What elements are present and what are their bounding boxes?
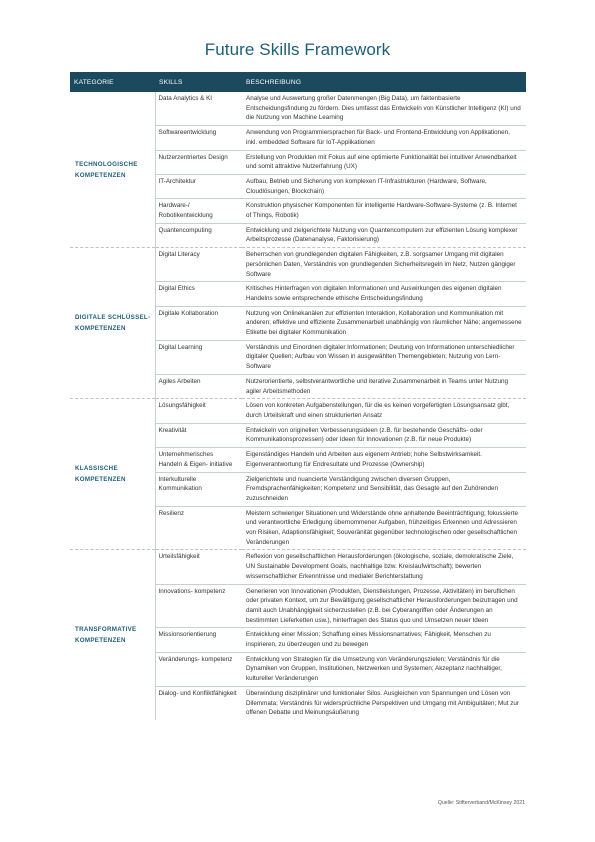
skill-cell: Digital Learning: [155, 340, 242, 374]
description-cell: Eigenständiges Handeln und Arbeiten aus eigenem Antrieb; hohe Selbstwirksamkeit. Eigenverantwortung für Endresultate und Prozesse (Ownership): [242, 448, 526, 472]
skill-cell: Dialog- und Konfliktfähigkeit: [155, 686, 242, 720]
skills-table: [70, 72, 526, 720]
description-cell: Zielgerichtete und nuancierte Verständigung zwischen diversen Gruppen, Fremdsprachenfähigkeiten; Kompetenz und Sensibilität, das Gesagte auf den Zuhörenden zuzuschneiden: [242, 472, 526, 506]
description-cell: Erstellung von Produkten mit Fokus auf eine optimierte Funktionalität bei intuitiver Anwendbarkeit und somit attraktive Nutzerfahrung (UX): [242, 150, 526, 174]
description-cell: Entwickeln von originellen Verbesserungsideen (z.B. für bestehende Geschäfts- oder Kommunikationsprozessen) oder Ideen für Innovationen (z.B. für neue Produkte): [242, 423, 526, 447]
description-cell: Entwicklung und zielgerichtete Nutzung von Quantencomputern zur effizienten Lösung komplexer Arbeitsprozesse (Datenanalyse, Faktorisierung): [246, 226, 518, 244]
skills-table-container: [70, 72, 526, 720]
description-cell: Nutzerorientierte, selbstverantwortliche und iterative Zusammenarbeit in Teams unter Nutzung agiler Arbeitsmethoden: [246, 377, 509, 395]
description-cell: Überwindung disziplinärer und funktionaler Silos. Ausgleichen von Spannungen und Lösen von Dilemmata; Verständnis für widersprüchliche Perspektiven und Umgang mit Ambiguitäten; Mut zur offenen Debatte und Meinungsäußerung: [246, 689, 519, 717]
skill-cell: Veränderungs- kompetenz: [155, 652, 242, 686]
description-cell: Entwicklung einer Mission; Schaffung eines Missionsnarratives; Fähigkeit, Menschen zu inspirieren, zu überzeugen und zu bewegen: [242, 628, 526, 652]
description-cell: Analyse und Auswertung großer Datenmengen (Big Data), um faktenbasierte Entscheidungsfindung zu fördern. Dies umfasst das Entwickeln von Künstlicher Intelligenz (KI) und die Nutzung von Machine Learning: [242, 92, 526, 126]
category-cell: DIGITALE SCHLÜSSEL- KOMPETENZEN: [75, 314, 151, 333]
skill-cell: Digital Literacy: [155, 248, 242, 282]
skill-cell: Missionsorientierung: [155, 628, 242, 652]
table-row: [70, 248, 526, 282]
table-row: [70, 399, 526, 423]
category-cell: KLASSISCHE KOMPETENZEN: [75, 465, 126, 484]
skill-cell: Kreativität: [155, 423, 242, 447]
skill-cell: Urteilsfähigkeit: [155, 550, 242, 584]
description-cell: Kritisches Hinterfragen von digitalen Informationen und Auswirkungen des eigenen digitalen Handelns sowie entsprechende ethische Entscheidungsfindung: [242, 282, 526, 306]
description-cell: Verständnis und Einordnen digitaler Informationen; Deutung von Informationen unterschiedlicher digitaler Quellen; Aufbau von Wissen in ausgewählten Themengebieten; Nutzung von Lern-Software: [242, 340, 526, 374]
table-body: [70, 92, 526, 720]
header-skills: SKILLS: [155, 72, 242, 92]
skill-cell: Unternehmerisches Handeln & Eigen- initiative: [155, 448, 242, 472]
skill-cell: Resilienz: [155, 506, 242, 550]
skill-cell: Interkulturelle Kommunikation: [155, 472, 242, 506]
description-cell: Entwicklung von Strategien für die Umsetzung von Veränderungszielen; Verständnis für die Dynamiken von Gruppen, Institutionen, Netzwerken und Systemen; Akzeptanz nachhaltiger, kultureller Veränderungen: [242, 652, 526, 686]
skill-cell: Lösungsfähigkeit: [155, 399, 242, 423]
skill-cell: Hardware-/ Robotikentwicklung: [155, 199, 242, 223]
description-cell: Beherrschen von grundlegenden digitalen Fähigkeiten, z.B. sorgsamer Umgang mit digitalen persönlichen Daten, Verständnis von grundlegenden Sicherheitsregeln im Netz, Nutzen gängiger Software: [242, 248, 526, 282]
skill-cell: Digital Ethics: [155, 282, 242, 306]
category-cell: TECHNOLOGISCHE KOMPETENZEN: [75, 160, 138, 179]
description-cell: Konstruktion physischer Komponenten für intelligente Hardware-Software-Systeme (z. B. Internet of Things, Robotik): [242, 199, 526, 223]
header-description: BESCHREIBUNG: [242, 72, 526, 92]
skill-cell: Softwareentwicklung: [155, 126, 242, 150]
category-cell: TRANSFORMATIVE KOMPETENZEN: [75, 626, 137, 645]
skill-cell: Digitale Kollaboration: [155, 306, 242, 340]
description-cell: Reflexion von gesellschaftlichen Herausforderungen (ökologische, soziale, demokratische Ziele, UN Sustainable Development Goals, nachhaltige bzw. Kreislaufwirtschaft); bewerten wissenschaftlicher Erkenntnisse und medialer Berichterstattung: [242, 550, 526, 584]
description-cell: Generieren von Innovationen (Produkten, Dienstleistungen, Prozesse, Aktivitäten) im beruflichen oder privaten Kontext, um zur Bewältigung gesellschaftlicher Herausforderungen beizutragen und damit auch Unabhängigkeit sicherzustellen (z.B. bei Cyberangriffen oder Änderungen an bestimmten Lieferketten usw.), hinterfragen des Status quo und Umsetzen neuer Ideen: [242, 584, 526, 628]
page-title: Future Skills Framework: [204, 40, 391, 59]
description-cell: Anwendung von Programmiersprachen für Back- und Frontend-Entwicklung von Applikationen, inkl. embedded Software für IoT-Applikationen: [242, 126, 526, 150]
skill-cell: Data Analytics & KI: [155, 92, 242, 126]
description-cell: Lösen von konkreten Aufgabenstellungen, für die es keinen vorgefertigten Lösungsansatz gibt, durch Urteilskraft und einen strukturierten Ansatz: [242, 399, 526, 423]
skill-cell: Innovations- kompetenz: [155, 584, 242, 628]
description-cell: Aufbau, Betrieb und Sicherung von komplexen IT-Infrastrukturen (Hardware, Software, Cloudlösungen, Blockchain): [242, 174, 526, 198]
skill-cell: Nutzerzentriertes Design: [155, 150, 242, 174]
skill-cell: Quantencomputing: [155, 223, 242, 247]
skill-cell: Agiles Arbeiten: [155, 374, 242, 398]
description-cell: Nutzung von Onlinekanälen zur effizienten Interaktion, Kollaboration und Kommunikation mit anderen; effektive und effiziente Zusammenarbeit unabhängig von räumlicher Nähe; angemessene Etikette bei digitaler Kommunikation: [242, 306, 526, 340]
table-row: [70, 550, 526, 584]
header-category: KATEGORIE: [70, 72, 155, 92]
skill-cell: IT-Architektur: [155, 174, 242, 198]
table-row: [70, 92, 526, 126]
source-note: Quelle: Stifterverband/McKinsey 2021: [437, 800, 525, 806]
table-header-row: [70, 72, 526, 92]
description-cell: Meistern schwieriger Situationen und Widerstände ohne anhaltende Beeinträchtigung; fokussierte und verantwortliche Erledigung übernommener Aufgaben, frühzeitiges Erkennen und Adressieren von Risiken, Adaptionsfähigkeit; Souveränität gegenüber technologischen oder gesellschaftlichen Veränderungen: [246, 509, 518, 546]
